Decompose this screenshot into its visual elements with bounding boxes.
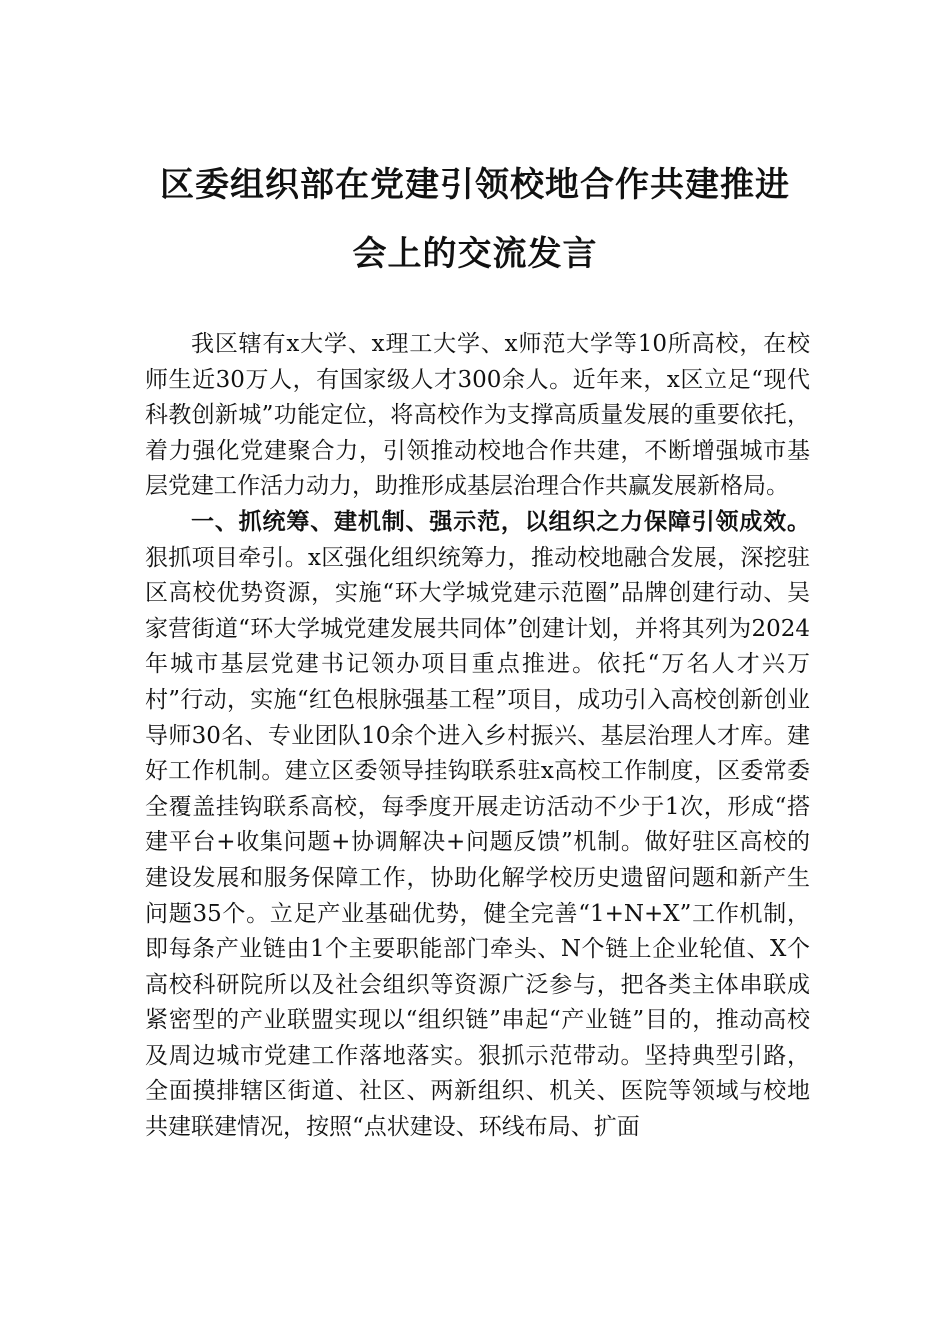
section-1-body: 狠抓项目牵引。x区强化组织统筹力，推动校地融合发展，深挖驻区高校优势资源，实施“环大学城党建示范圈”品牌创建行动、吴家营街道“环大学城党建发展共同体”创建计划，并将其列为2024年城市基层党建书记领办项目重点推进。依托“万名人才兴万村”行动，实施“红色根脉强基工程”项目，成功引入高校创新创业导师30名、专业团队10余个进入乡村振兴、基层治理人才库。建好工作机制。建立区委领导挂钩联系驻x高校工作制度，区委常委全覆盖挂钩联系高校，每季度开展走访活动不少于1次，形成“搭建平台+收集问题+协调解决+问题反馈”机制。做好驻区高校的建设发展和服务保障工作，协助化解学校历史遗留问题和新产生问题35个。立足产业基础优势，健全完善“1+N+X”工作机制，即每条产业链由1个主要职能部门牵头、N个链上企业轮值、X个高校科研院所以及社会组织等资源广泛参与，把各类主体串联成紧密型的产业联盟实现以“组织链”串起“产业链”目的，推动高校及周边城市党建工作落地落实。狠抓示范带动。坚持典型引路，全面摸排辖区街道、社区、两新组织、机关、医院等领域与校地共建联建情况，按照“点状建设、环线布局、扩面	[145, 544, 810, 1141]
intro-paragraph: 我区辖有x大学、x理工大学、x师范大学等10所高校，在校师生近30万人，有国家级人才300余人。近年来，x区立足“现代科教创新城”功能定位，将高校作为支撑高质量发展的重要依托，着力强化党建聚合力，引领推动校地合作共建，不断增强城市基层党建工作活力动力，助推形成基层治理合作共赢发展新格局。	[145, 331, 810, 500]
section-1-paragraph	[145, 505, 810, 1146]
document-title-line-1: 区委组织部在党建引领校地合作共建推进	[160, 165, 790, 205]
document-body	[145, 327, 810, 1146]
section-1-heading: 一、抓统筹、建机制、强示范，以组织之力保障引领成效。	[191, 508, 810, 535]
document-title-line-2: 会上的交流发言	[352, 234, 598, 274]
